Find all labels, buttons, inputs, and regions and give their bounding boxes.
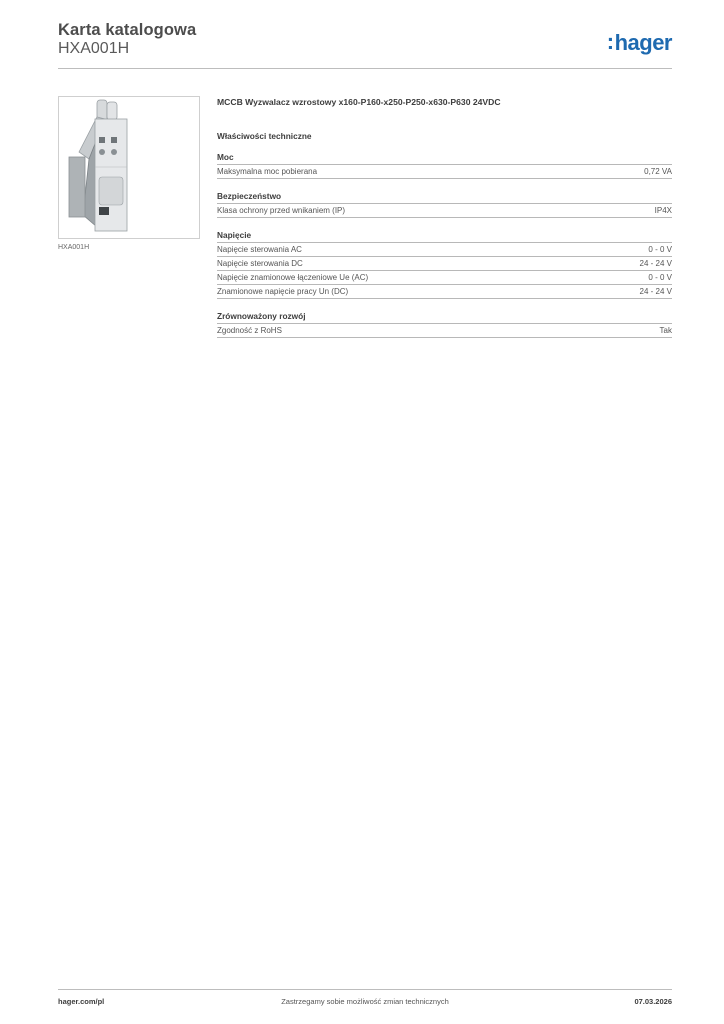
spec-value: 0 - 0 V bbox=[648, 245, 672, 254]
spec-group-sustainability bbox=[217, 310, 672, 338]
spec-row bbox=[217, 257, 672, 271]
spec-value: 24 - 24 V bbox=[639, 287, 672, 296]
page-footer bbox=[58, 997, 672, 1009]
page-header bbox=[58, 20, 672, 70]
spec-value: 0,72 VA bbox=[644, 167, 672, 176]
product-photo bbox=[58, 96, 200, 239]
hager-logo bbox=[607, 30, 672, 56]
spec-row bbox=[217, 324, 672, 338]
footer-disclaimer: Zastrzegamy sobie możliwość zmian technicznych bbox=[281, 997, 449, 1006]
spec-label: Napięcie sterowania DC bbox=[217, 259, 303, 268]
group-title: Bezpieczeństwo bbox=[217, 190, 672, 204]
spec-label: Maksymalna moc pobierana bbox=[217, 167, 318, 176]
group-title: Zrównoważony rozwój bbox=[217, 310, 672, 324]
footer-website-link[interactable]: hager.com/pl bbox=[58, 997, 105, 1006]
spec-label: Napięcie znamionowe łączeniowe Ue (AC) bbox=[217, 273, 369, 282]
product-photo-icon bbox=[59, 97, 199, 238]
photo-caption: HXA001H bbox=[58, 244, 90, 251]
spec-row bbox=[217, 285, 672, 299]
spec-label: Klasa ochrony przed wnikaniem (IP) bbox=[217, 206, 346, 215]
product-title: MCCB Wyzwalacz wzrostowy x160-P160-x250-P250-x630-P630 24VDC bbox=[217, 97, 501, 107]
spec-label: Napięcie sterowania AC bbox=[217, 245, 302, 254]
document-title: Karta katalogowa bbox=[58, 21, 197, 39]
header-divider bbox=[58, 68, 672, 69]
section-title: Właściwości techniczne bbox=[217, 131, 312, 141]
spec-group-safety bbox=[217, 190, 672, 218]
product-code: HXA001H bbox=[58, 40, 130, 57]
footer-divider bbox=[58, 989, 672, 990]
spec-row bbox=[217, 204, 672, 218]
spec-row bbox=[217, 271, 672, 285]
group-title: Moc bbox=[217, 151, 672, 165]
spec-value: IP4X bbox=[654, 206, 672, 215]
group-title: Napięcie bbox=[217, 229, 672, 243]
spec-value: Tak bbox=[659, 326, 672, 335]
spec-content bbox=[217, 96, 672, 338]
footer-date: 07.03.2026 bbox=[634, 997, 672, 1006]
spec-row bbox=[217, 165, 672, 179]
spec-row bbox=[217, 243, 672, 257]
spec-group-power bbox=[217, 151, 672, 179]
spec-group-voltage bbox=[217, 229, 672, 299]
logo-prefix: : bbox=[606, 29, 614, 54]
spec-value: 0 - 0 V bbox=[648, 273, 672, 282]
spec-label: Znamionowe napięcie pracy Un (DC) bbox=[217, 287, 349, 296]
spec-label: Zgodność z RoHS bbox=[217, 326, 282, 335]
spec-value: 24 - 24 V bbox=[639, 259, 672, 268]
logo-text: hager bbox=[614, 30, 672, 55]
